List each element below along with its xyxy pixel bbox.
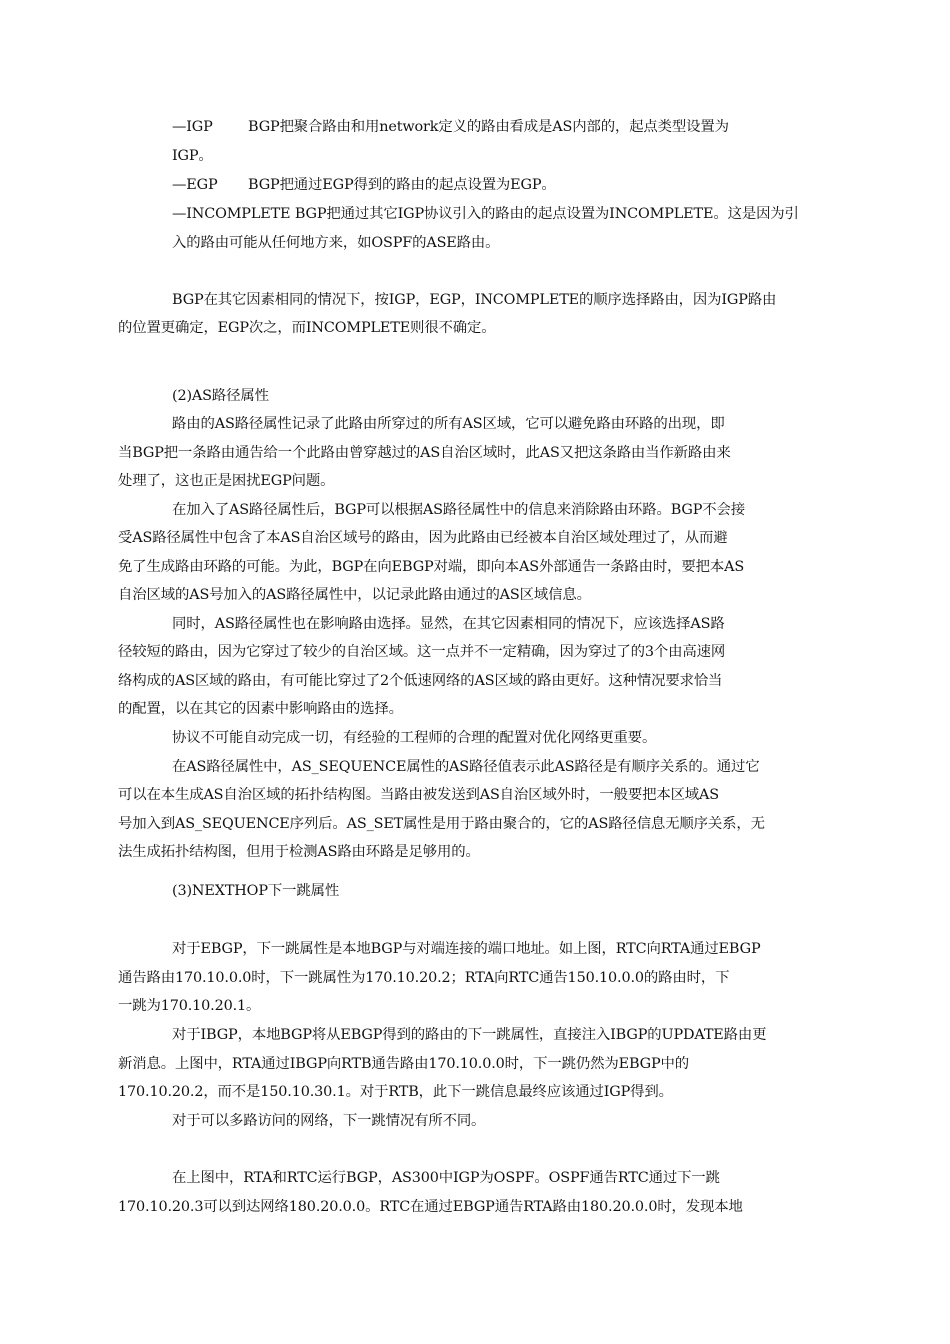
paragraph-line: 通告路由170.10.0.0时，下一跳属性为170.10.20.2；RTA向RTC通告150.10.0.0的路由时，下 [118, 970, 730, 986]
paragraph-line: 可以在本生成AS自治区域的拓扑结构图。当路由被发送到AS自治区域外时，一般要把本区域AS [118, 787, 719, 803]
paragraph-line: 新消息。上图中，RTA通过IBGP向RTB通告路由170.10.0.0时，下一跳仍然为EBGP中的 [118, 1056, 690, 1072]
bullet-incomplete-text: BGP把通过其它IGP协议引入的路由的起点设置为INCOMPLETE。这是因为引 [294, 206, 799, 222]
bullet-igp-label: —IGP [172, 119, 213, 135]
paragraph-line: 法生成拓扑结构图，但用于检测AS路由环路是足够用的。 [118, 844, 480, 860]
bullet-incomplete-continuation: 入的路由可能从任何地方来，如OSPF的ASE路由。 [172, 235, 500, 251]
paragraph-line: 协议不可能自动完成一切，有经验的工程师的合理的配置对优化网络更重要。 [172, 730, 657, 746]
bullet-egp [172, 175, 892, 195]
bullet-egp-text: BGP把通过EGP得到的路由的起点设置为EGP。 [248, 177, 556, 193]
paragraph-line: 当BGP把一条路由通告给一个此路由曾穿越过的AS自治区域时，此AS又把这条路由当作新路由来 [118, 445, 731, 461]
paragraph-line: 一跳为170.10.20.1。 [118, 998, 261, 1014]
paragraph-line: 路由的AS路径属性记录了此路由所穿过的所有AS区域，它可以避免路由环路的出现，即 [172, 416, 725, 432]
paragraph-line: 对于EBGP，下一跳属性是本地BGP与对端连接的端口地址。如上图，RTC向RTA通过EBGP [172, 941, 761, 957]
paragraph-line: 170.10.20.2，而不是150.10.30.1。对于RTB，此下一跳信息最终应该通过IGP得到。 [118, 1084, 673, 1100]
bullet-igp-continuation: IGP。 [172, 148, 213, 164]
paragraph-line: 在AS路径属性中，AS_SEQUENCE属性的AS路径值表示此AS路径是有顺序关系的。通过它 [172, 759, 760, 775]
section-heading-nexthop: (3)NEXTHOP下一跳属性 [172, 883, 340, 899]
paragraph-line: 自治区域的AS号加入的AS路径属性中，以记录此路由通过的AS区域信息。 [118, 587, 591, 603]
paragraph-line: 受AS路径属性中包含了本AS自治区域号的路由，因为此路由已经被本自治区域处理过了，从而避 [118, 530, 728, 546]
paragraph-line: 170.10.20.3可以到达网络180.20.0.0。RTC在通过EBGP通告RTA路由180.20.0.0时，发现本地 [118, 1199, 743, 1215]
paragraph-line: 在加入了AS路径属性后，BGP可以根据AS路径属性中的信息来消除路由环路。BGP不会接 [172, 502, 745, 518]
paragraph-line: BGP在其它因素相同的情况下，按IGP，EGP，INCOMPLETE的顺序选择路由，因为IGP路由 [172, 292, 777, 308]
bullet-incomplete-label: —INCOMPLETE [172, 206, 291, 222]
paragraph-line: 免了生成路由环路的可能。为此，BGP在向EBGP对端，即向本AS外部通告一条路由时，要把本AS [118, 559, 745, 575]
paragraph-line: 络构成的AS区域的路由，有可能比穿过了2个低速网络的AS区域的路由更好。这种情况要求恰当 [118, 673, 723, 689]
paragraph-line: 径较短的路由，因为它穿过了较少的自治区域。这一点并不一定精确，因为穿过了的3个由高速网 [118, 644, 726, 660]
paragraph-line: 在上图中，RTA和RTC运行BGP，AS300中IGP为OSPF。OSPF通告RTC通过下一跳 [172, 1170, 720, 1186]
bullet-incomplete [172, 204, 892, 224]
paragraph-line: 对于IBGP，本地BGP将从EBGP得到的路由的下一跳属性，直接注入IBGP的UPDATE路由更 [172, 1027, 767, 1043]
paragraph-line: 对于可以多路访问的网络，下一跳情况有所不同。 [172, 1113, 486, 1129]
section-heading-aspath: (2)AS路径属性 [172, 388, 269, 404]
paragraph-line: 处理了，这也正是困扰EGP问题。 [118, 473, 335, 489]
bullet-igp [172, 117, 892, 137]
bullet-egp-label: —EGP [172, 177, 218, 193]
paragraph-line: 的位置更确定，EGP次之，而INCOMPLETE则很不确定。 [118, 320, 496, 336]
paragraph-line: 同时，AS路径属性也在影响路由选择。显然，在其它因素相同的情况下，应该选择AS路 [172, 616, 725, 632]
bullet-igp-text: BGP把聚合路由和用network定义的路由看成是AS内部的，起点类型设置为 [248, 119, 729, 135]
paragraph-line: 的配置，以在其它的因素中影响路由的选择。 [118, 701, 403, 717]
paragraph-line: 号加入到AS_SEQUENCE序列后。AS_SET属性是用于路由聚合的，它的AS路径信息无顺序关系，无 [118, 816, 765, 832]
